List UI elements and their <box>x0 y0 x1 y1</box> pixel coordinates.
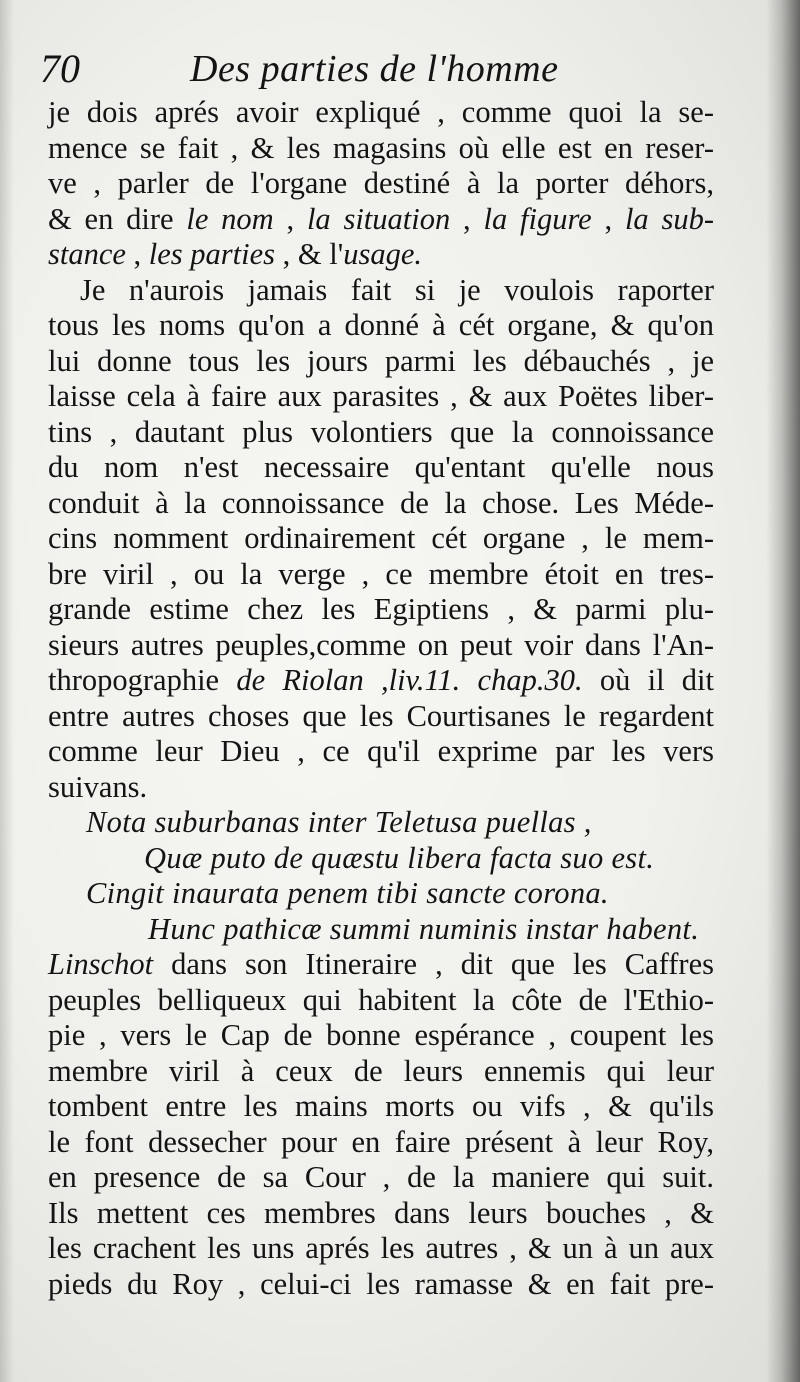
text-line: mence se fait , & les magasins où elle est en reser- <box>48 130 714 165</box>
citation: ,liv.11. chap.30. <box>380 663 583 697</box>
text-line: tous les noms qu'on a donné à cét organe, & qu'on <box>48 308 714 342</box>
verse-line: Nota suburbanas inter Teletusa puellas , <box>86 805 592 839</box>
text-line: laisse cela à faire aux parasites , & aux Poëtes liber- <box>48 379 714 413</box>
text-line: cins nomment ordinairement cét organe , le mem- <box>48 521 714 555</box>
text-line: comme leur Dieu , ce qu'il exprime par les vers <box>48 734 714 768</box>
italic-term: la figure <box>483 201 592 236</box>
page-edge-shadow <box>0 0 14 1382</box>
text-line: grande estime chez les Egiptiens , & parmi plu- <box>48 592 714 626</box>
italic-term: la situation <box>306 201 451 236</box>
text-line: lui donne tous les jours parmi les débauchés , je <box>48 343 714 378</box>
text-line: tins , dautant plus volontiers que la connoissance <box>48 414 714 449</box>
text-line: tombent entre les mains morts ou vifs , & qu'ils <box>48 1089 714 1123</box>
text-line: conduit à la connoissance de la chose. Les Méde- <box>48 485 714 520</box>
text-fragment: où il dit <box>599 663 714 697</box>
text-line: Ils mettent ces membres dans leurs bouches , & <box>48 1195 714 1230</box>
text-line: le font dessecher pour en faire présent à leur Roy, <box>48 1124 714 1159</box>
italic-term: de Riolan <box>236 663 364 697</box>
text-line: du nom n'est necessaire qu'entant qu'elle nous <box>48 450 714 484</box>
text-line: membre viril à ceux de leurs ennemis qui leur <box>48 1053 714 1088</box>
body-text <box>48 95 714 1302</box>
text-line: Je n'aurois jamais fait si je voulois raporter <box>80 272 714 307</box>
text-line: entre autres choses que les Courtisanes le regardent <box>48 698 714 733</box>
italic-term: les parties <box>148 237 276 271</box>
italic-term: Linschot <box>48 947 154 981</box>
text-line: pie , vers le Cap de bonne espérance , coupent les <box>48 1018 714 1052</box>
text-line: & en dire le nom , la situation , la figure , la sub- <box>48 201 715 236</box>
verse-line: Quæ puto de quæstu libera facta suo est. <box>144 840 655 875</box>
gutter-shadow <box>766 0 800 1382</box>
text-line: les crachent les uns aprés les autres , & un à un aux <box>48 1231 714 1265</box>
text-line: stance , les parties , & l'usage. <box>48 237 423 271</box>
italic-term: usage. <box>343 237 423 271</box>
italic-term: stance <box>48 237 126 271</box>
verse-line: Cingit inaurata penem tibi sancte corona. <box>86 876 609 910</box>
text-line: en presence de sa Cour , de la maniere qui suit. <box>48 1160 714 1194</box>
text-line: je dois aprés avoir expliqué , comme quoi la se- <box>48 95 714 129</box>
text-line: pieds du Roy , celui-ci les ramasse & en fait pre- <box>48 1266 714 1301</box>
page-header <box>40 44 720 94</box>
text-fragment: dans son Itineraire , dit que les Caffres <box>171 947 715 981</box>
italic-term: le nom <box>186 201 274 236</box>
running-head: Des parties de l'homme <box>190 48 559 90</box>
text-fragment: thropographie <box>48 663 220 697</box>
text-line: bre viril , ou la verge , ce membre étoit en tres- <box>48 556 714 591</box>
verse-line: Hunc pathicæ summi numinis instar habent. <box>148 911 700 946</box>
text-line: suivans. <box>48 769 148 804</box>
text-line: sieurs autres peuples,comme on peut voir dans l'An- <box>48 627 714 662</box>
text-fragment: & en dire <box>48 201 174 236</box>
page-number: 70 <box>40 46 80 91</box>
text-line: ve , parler de l'organe destiné à la porter déhors, <box>48 166 714 200</box>
text-line <box>48 947 714 983</box>
text-line <box>48 663 714 699</box>
text-line: peuples belliqueux qui habitent la côte de l'Ethio- <box>48 982 714 1017</box>
italic-term: la sub- <box>624 201 715 236</box>
text-fragment: & l' <box>297 237 344 271</box>
